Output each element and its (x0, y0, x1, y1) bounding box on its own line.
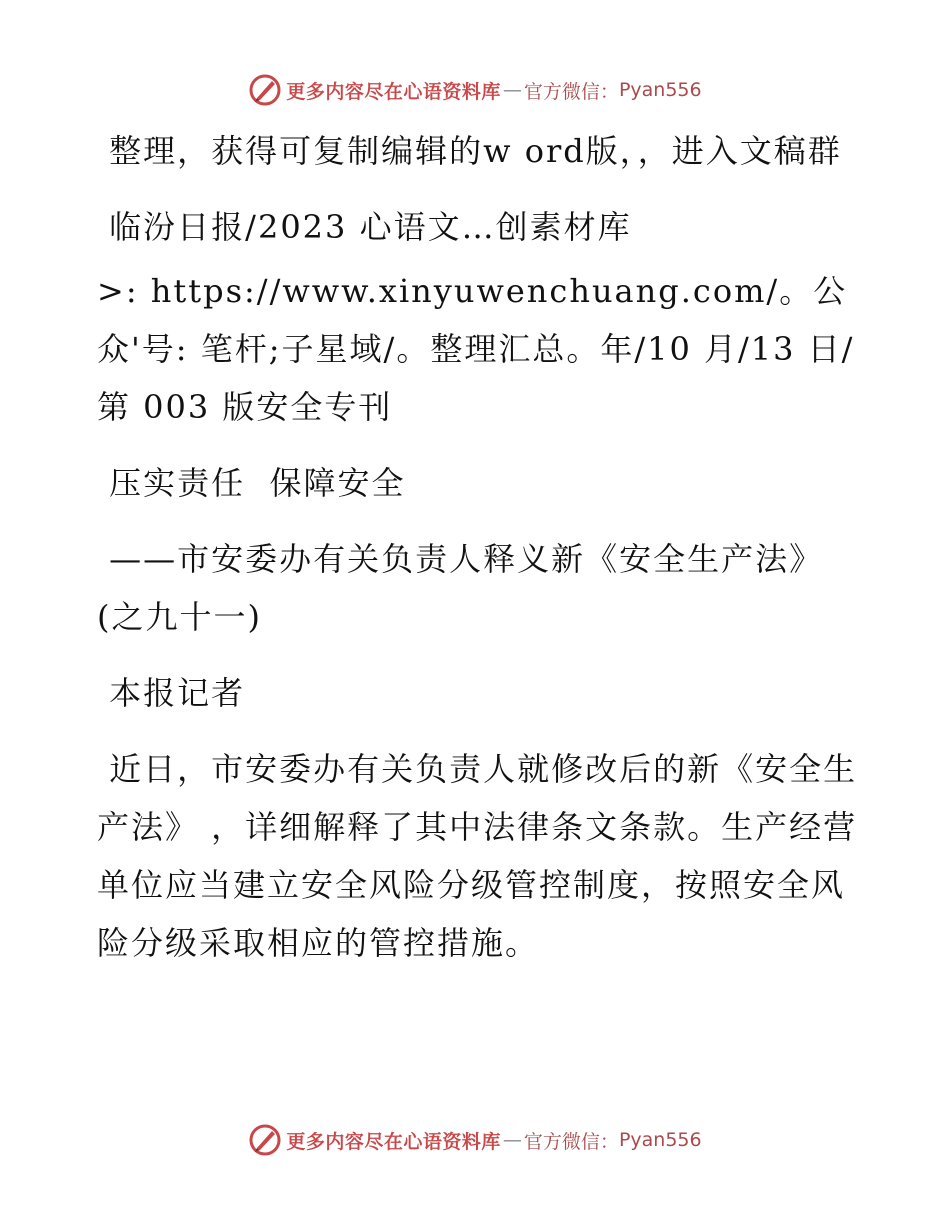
byline: 本报记者 (97, 674, 246, 712)
footer-watermark-banner (0, 1120, 950, 1160)
header-watermark-banner (0, 70, 950, 110)
banner-dash: — (502, 79, 522, 101)
banner-wechat-id: Pyan556 (618, 1129, 702, 1151)
body-paragraph: 近日，市安委办有关负责人就修改后的新《安全生产法》 ，详细解释了其中法律条文条款。生产经营单位应当建立安全风险分级管控制度，按照安全风险分级采取相应的管控措施。 (97, 750, 858, 962)
article-title: 压实责任 保障安全 (97, 464, 406, 502)
banner-main-text: 更多内容尽在心语资料库 (286, 1130, 501, 1153)
banner-wechat-label: 官方微信： (523, 1130, 619, 1153)
document-body (97, 122, 867, 990)
banner-wechat-label: 官方微信： (523, 80, 619, 103)
banner-wechat-id: Pyan556 (618, 79, 702, 101)
intro-line: 整理，获得可复制编辑的w ord版，，进入文稿群 (97, 132, 842, 170)
banner-main-text: 更多内容尽在心语资料库 (286, 80, 501, 103)
source-line: 临汾日报/2023 心语文…创素材库 (97, 208, 632, 246)
reference-line: >: https://www.xinyuwenchuang.com/。公众'号: 笔杆;子星域/。整理汇总。年/10 月/13 日/第 003 版安全专刊 (97, 272, 855, 426)
banner-dash: — (502, 1129, 522, 1151)
quill-seal-icon (248, 1123, 282, 1157)
article-subtitle: ——市安委办有关负责人释义新《安全生产法》(之九十一) (97, 540, 824, 636)
quill-seal-icon (248, 73, 282, 107)
